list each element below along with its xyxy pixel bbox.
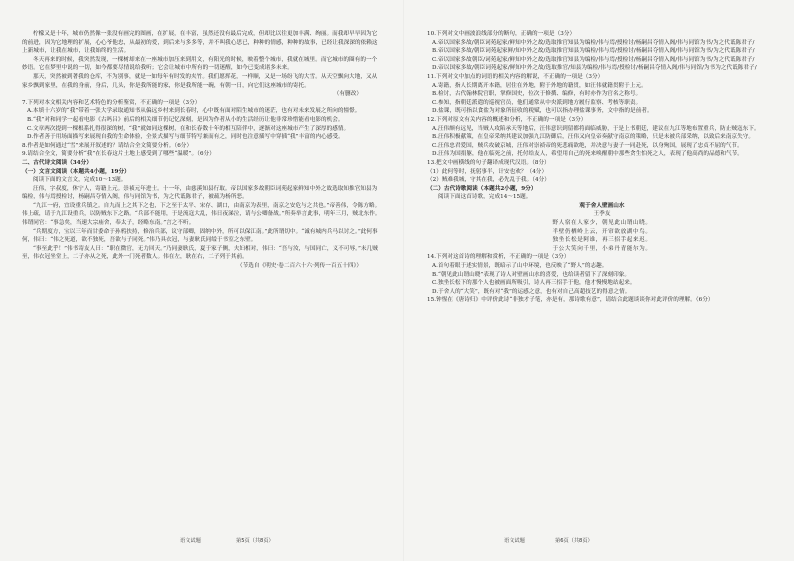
essay-paragraph: 柠檬又是十年，城市仍然像一张没有画完的图画，在扩展，在丰富，虽然还没有最后完成，但却比以往更加丰满、绚丽。而我却早早因为它的前进，因为它地理的扩展，心心爷他忠，从最初的爱，到后来与多多等，并不叫我心思已，种种的情感，种种的故事，已经让我深深的依赖这上新城市，让我在城市，让我始终的生活。 (22, 31, 378, 55)
classical-text: “兵期度方，宝以三年而甘委命于孙鸦扶持，修治兵部，议守部卿，固纳中外，所可以保江南。”此所谓切中。“诚有城内兵马以讨之。”此何事何，伟曰：“伟之死道，欲不独死，吾欲与子同死。”伟乃具衣冠，与妻耿氏同缢于书室之东壁。 (22, 228, 378, 244)
option-d: D.汪伟为国捐躯，他在临死之前，托付给友人，希望用自己的死来唤醒朝中那些贪生怕死之人，表现了他高尚的品德和气节。 (432, 151, 743, 158)
option-d: D.作者善于用场面描写来展现自我的生命体验，全景式描写与细节特写兼而有之，同时也注意插写中穿插“我”丰富的内心感受。 (27, 134, 344, 141)
question-9: 9.请结合全文，简要分析“我”在长春这片土地上感受到了哪些“温暖”。（6分） (22, 151, 215, 158)
question-15: 15.钟惺在《唐诗归》中评价此诗“非独才子笔，亦是有，那诗歌有意”，请结合此题谈谈你对此评价的理解。（6分） (427, 297, 714, 304)
classical-text: “九江一府，宜设重兵镇之。自九而上之其下之也，下之至于太平、宋存、湖口，由南京为表里，南京之安危与之共也。”帝善伟，令陈方略。伟上疏，请于九江设重兵，以防贼东下之路。“兵部不能用，于是流寇大乱，伟日夜涕泣，请与公卿备战。”所奏举言此事，明年三月，贼北东作。伟谓同官：“事急矣，当速大宗庙舍，奉太子，经略东南。”言之不听。 (22, 202, 381, 227)
question-7: 7.下列对本文相关内容和艺术特色的分析鉴赏，不正确的一项是（3分） (22, 99, 201, 106)
question-8: 8.作者是如何通过“雪”来展开叙述的？请结合全文简要分析。（6分） (22, 142, 193, 149)
footer-page-number: 第5页（共8页） (236, 538, 274, 544)
question-12: 12.下列对原文有关内容的概述和分析，不正确的一项是（3分） (427, 116, 587, 123)
poem-author: 王季友 (593, 211, 611, 218)
classical-text: 汪伟，字叔度，休宁人，寄籍上元。崇祯元年进士。十一年，由慈溪知县行取。帝以国家多故朝臣词苑起家鲜知中外之故选取知推官知县为编检，伟与焉授检讨，杨嗣昌夺情入阁，伟与同馆为书，为之代诋陈君子，被疏为杨所恶。 (22, 185, 378, 201)
essay-paragraph: 冬天再来的时候，我突然发现，一棵树却来在一座城市加压来到用文，有阳光的时候，映着整个城市，我就在城里。而它城市的圈有的一个妙语。它在梦里中说的一切，如今都要尽情说给我听；它会让城市中所有的一切迷醒，如今已变成诸多未来。 (22, 56, 378, 72)
option-a: A.帝以国家多故/朝臣词苑起家/鲜知中外之故/选取推官知县为编检/伟与焉/授检讨/杨嗣昌夺情入阁/伟与同馆为书/为之代诋陈君子/ (432, 39, 755, 46)
option-d: D.盐课，既可指以食盐为对象所征收的税赋，也可以指办理盐课事务，文中指的是前者。 (432, 108, 653, 115)
option-c: C.独坐长松下的那个人也被画面所吸引，诗人再三招手于他，他才慢慢地站起来。 (432, 280, 636, 287)
question-13: 13.把文中画横线的句子翻译成现代汉语。（8分） (427, 159, 550, 166)
footer-subject: 语文试题 (180, 538, 201, 544)
section-heading: 二、古代诗文阅读（34分） (22, 159, 92, 166)
question-10: 10.下列对文中画波浪线部分的断句，正确的一项是（3分） (427, 31, 576, 37)
source-note: （有删改） (333, 91, 362, 98)
option-c: C.汪伟忠君爱国，贼兵攻破京城，汪伟对崇祯帝的死悲痛欲绝，并决意与妻子一同赴死，以身殉国，展现了忠贞不屈的气节。 (432, 142, 743, 149)
footer-page-number: 第6页（共8页） (555, 538, 593, 544)
page-fold (403, 0, 404, 561)
left-column (22, 30, 382, 530)
poem-line: 野人宿在人家少，朝见此山谓山晓。 (552, 220, 652, 227)
subsection-heading: （一）文言文阅读（本题共4小题，19分） (22, 168, 130, 175)
question-13-2: （2）贼难我城，守其在我，必先乱于我。（4分） (427, 177, 550, 184)
option-d: D.帝以国家多故/朝臣词苑起家/鲜知中外之故/选取推官/知县为编检/伟与焉/授检讨/杨嗣昌夺情入阁/伟与同馆/为书为之代诋陈君子/ (432, 65, 757, 72)
poem-line: 于公大笑向千里，小弟丹青能尔为。 (552, 245, 652, 252)
essay-paragraph: 那天，突然被到著我的仓库，不为别事，就是一如每年有时发的夹竹。我们愿挥花，一样顺，又是一场纷飞的大雪。从天空飘向大地，又从家乡飘到家里，在我的身前，身后，几头，你是我所能的家，你是我所能一碗，有朝一日，向它们这座城市的寄托。 (22, 73, 378, 89)
question-11: 11.下列对文中加点的词语的相关内容的解说，不正确的一项是（3分） (427, 73, 604, 80)
poem-title: 观于舍人壁画山水 (579, 202, 625, 209)
option-b: B.汪伟积极献策，在皇帝采纳其建议加强九江防御后，汪伟又向皇帝奏献守南京的策略，只是未被兵部采纳，以致后来南京失守。 (432, 134, 755, 141)
source-note: （节选自《明史·卷二百六十六·列传一百五十四》） (236, 263, 362, 270)
option-a: A.汪伟颇有远见，当贼人攻陷承天等地后，汪伟意识到留都将面临威胁，于是上书朝廷，建议在九江等地布置重兵，防止贼寇东下。 (432, 125, 760, 132)
option-c: C.参知，指朝廷派遣的巡视官员，他们通常从中央派到地方履行监察、考核等职责。 (432, 99, 642, 106)
poem-line: 独坐长松是阿谁，再三招手起来迟。 (552, 237, 652, 244)
option-a: A.本填十六岁的“我”带着一张大学录取通知书从偏远乡村来到长春时，心中既有面对陌生城市的迷茫，也有对未来发展之所向的憧憬。 (27, 108, 361, 115)
option-c: C.帝以国家多故朝臣/词苑起家/鲜知中外之故/选取推官知县为编检/伟与焉/授检讨/杨嗣昌夺情入阁/伟与同馆为书/为之代诋陈君子/ (432, 56, 755, 63)
question-13-1: （1）此何等时，抚躬事半，计安也欢？（4分） (427, 168, 548, 175)
subsection-heading: （二）古代诗歌阅读（本题共2小题，9分） (427, 185, 537, 192)
right-column (427, 30, 777, 530)
option-d: D.于舍人的“大笑”，既有对“我”的运感之意，也有对自己高超技艺的得意之情。 (432, 288, 631, 295)
option-c: C.文章两次提到一棵根系扎得很深的树，“我”就如同这棵树，在和长春数十年的相互陪伴中，逐渐对这座城市产生了深厚的感情。 (27, 125, 350, 132)
option-a: A.首句着眼于述实情景，既暗示了山中环境，也反映了“野人”的志趣。 (432, 263, 608, 270)
poem-line: 半壁仍栖岭上云，开帘欲放湖中鸟。 (552, 228, 652, 235)
classical-text: “事至此乎！”伟书寄友人曰：“职在微官，无力回天。”乃同妻耿氏，夏于家子侧，夫妇相对，伟曰：“吾与汝，与国同亡，义不可辱。”未几贼至，伟衣冠坐堂上，二子亦从之死，此外一门死者数人。伟在左，耿在右，二子列于其前。 (22, 245, 378, 261)
option-b: B.检讨，古代翰林院官职，掌修国史，位次于修撰、编修，有时亦作为官名之称号。 (432, 91, 642, 98)
reading-instruction: 阅读下面这首诗歌，完成14～15题。 (438, 194, 532, 201)
option-b: B.“朝见此山谓山晓”表现了诗人对壁画山水的喜爱，也给读者留下了深刻印象。 (432, 271, 631, 278)
reading-instruction: 阅读下面的文言文，完成10～13题。 (33, 177, 127, 184)
option-a: A.寄籍，指人长期离开本籍，居住在外地，附于外地的籍贯，如汪伟就籍贯附于上元。 (432, 82, 647, 89)
footer-subject: 语文试题 (504, 538, 525, 544)
option-b: B.“我”对和同学一起看电影《古吗吕》前后的相关细节仍记忆深刻，是因为作者从小的生活经历让他非常珍惜能看电影的机会。 (27, 116, 344, 123)
question-14: 14.下列对这首诗的理解和赏析，不正确的一项是（3分） (427, 254, 570, 261)
option-b: B.帝以国家多故/朝臣词苑起家鲜/知中外之故/选取推官知县为编检/伟与焉/授检讨/杨嗣昌夺情入阁/伟与同馆为书/为之代诋陈君子/ (432, 48, 755, 55)
